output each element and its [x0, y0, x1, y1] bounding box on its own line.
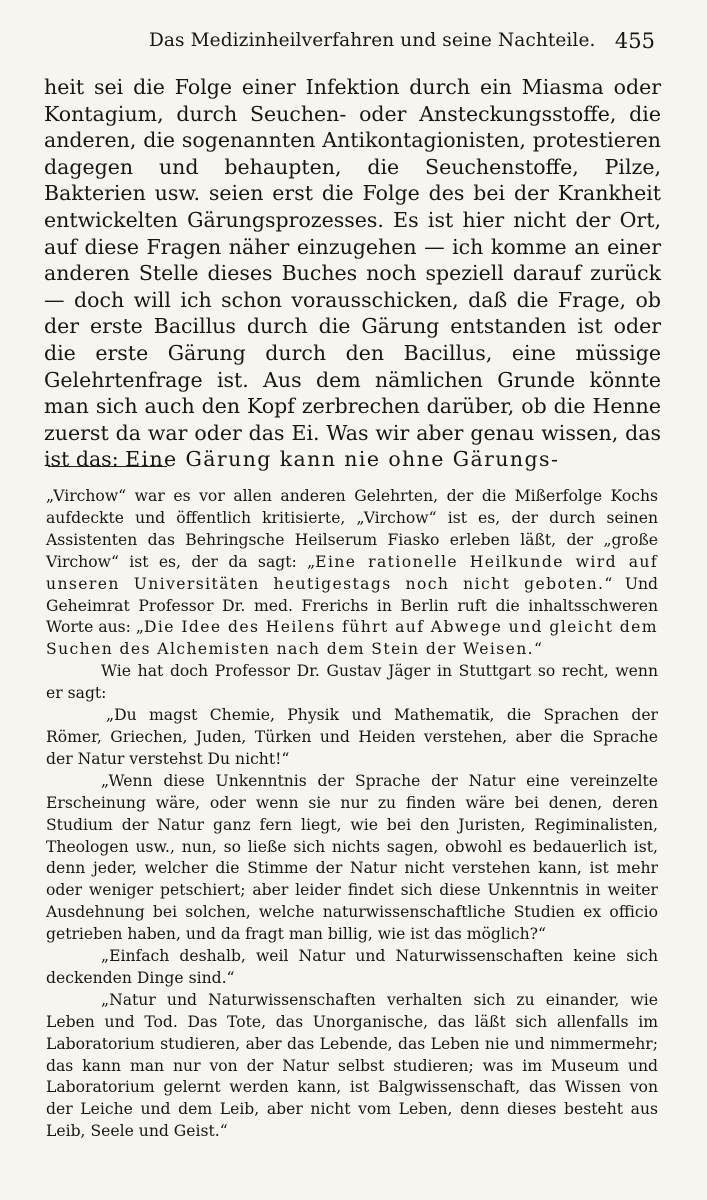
page-number: 455	[614, 29, 655, 53]
jaeger-quote-4: „Natur und Naturwissenschaften verhalten sich zu einander, wie Leben und Tod. Das Tote, das Unorganische, das läßt sich allenfalls im Laboratorium studieren, aber das Lebende, das Leben nie und nimmermehr; das kann man nur von der Natur selbst studieren; was im Museum und Laboratorium gelernt werden kann, ist Balgwissenschaft, das Wissen von der Leiche und dem Leib, aber nicht vom Leben, denn dieses besteht aus Leib, Seele und Geist.“	[46, 990, 658, 1141]
main-text-emphasis: Eine Gärung kann nie ohne Gärungs-	[125, 447, 560, 472]
frerichs-quote: Die Idee des Heilens führt auf Abwege und gleicht dem Suchen des Alchemisten nach dem Stein der Weisen.	[46, 618, 658, 659]
jaeger-quote-1: „Du magst Chemie, Physik und Mathematik, die Sprachen der Römer, Griechen, Juden, Türken und Heiden verstehen, aber die Sprache der Natur verstehst Du nicht!“	[46, 706, 658, 768]
virchow-quote: Eine rationelle Heilkunde wird auf unseren Universitäten heutigestags noch nicht geboten.	[46, 552, 659, 593]
footnote-text: “ Und Geheimrat Professor Dr. med. Frerichs in Berlin ruft die inhaltsschweren Worte aus: „	[46, 574, 658, 637]
running-title: Das Medizinheilverfahren und seine Nachteile.	[149, 30, 596, 51]
main-text	[44, 74, 661, 473]
footnote-paragraph	[46, 486, 658, 661]
main-paragraph	[44, 74, 661, 473]
jaeger-quote-2: „Wenn diese Unkenntnis der Sprache der Natur eine vereinzelte Erscheinung wäre, oder wenn sie nur zu finden wäre bei denen, deren Studium der Natur ganz fern liegt, wie bei den Juristen, Regiminalisten, Theologen usw., nun, so ließe sich nichts sagen, obwohl es bedauerlich ist, denn jeder, welcher die Stimme der Natur nicht verstehen kann, ist mehr oder weniger petschiert; aber leider findet sich diese Unkenntnis in weiter Ausdehnung bei solchen, welche naturwissenschaftliche Studien ex officio getrieben haben, und da fragt man billig, wie ist das möglich?“	[46, 771, 658, 944]
running-head	[44, 30, 677, 60]
footnote-rule	[48, 466, 167, 467]
footnote-text: “	[534, 640, 543, 659]
footnote-block	[46, 486, 658, 1143]
main-text-body: heit sei die Folge einer Infektion durch ein Miasma oder Kontagium, durch Seuchen- oder Ansteckungsstoffe, die anderen, die sogenannten Antikontagionisten, protestieren dagegen und behaupten, die Seuchenstoffe, Pilze, Bakterien usw. seien erst die Folge des bei der Krankheit entwickelten Gärungsprozesses. Es ist hier nicht der Ort, auf diese Fragen näher einzugehen — ich komme an einer anderen Stelle dieses Buches noch speziell darauf zurück — doch will ich schon vorausschicken, daß die Frage, ob der erste Bacillus durch die Gärung entstanden ist oder die erste Gärung durch den Bacillus, eine müssige Gelehrtenfrage ist. Aus dem nämlichen Grunde könnte man sich auch den Kopf zerbrechen darüber, ob die Henne zuerst da war oder das Ei. Was wir aber genau wissen, das ist das:	[44, 75, 661, 472]
jaeger-quote-3: „Einfach deshalb, weil Natur und Naturwissenschaften keine sich deckenden Dinge sind.“	[46, 947, 658, 987]
footnote-text: „Virchow“ war es vor allen anderen Gelehrten, der die Mißerfolge Kochs aufdeckte und öffentlich kritisierte, „Virchow“ ist es, der durch seinen Assistenten das Behringsche Heilserum Fiasko erleben läßt, der „große Virchow“ ist es, der da sagt: „	[46, 487, 658, 571]
jaeger-intro: Wie hat doch Professor Dr. Gustav Jäger in Stuttgart so recht, wenn er sagt:	[46, 662, 658, 703]
